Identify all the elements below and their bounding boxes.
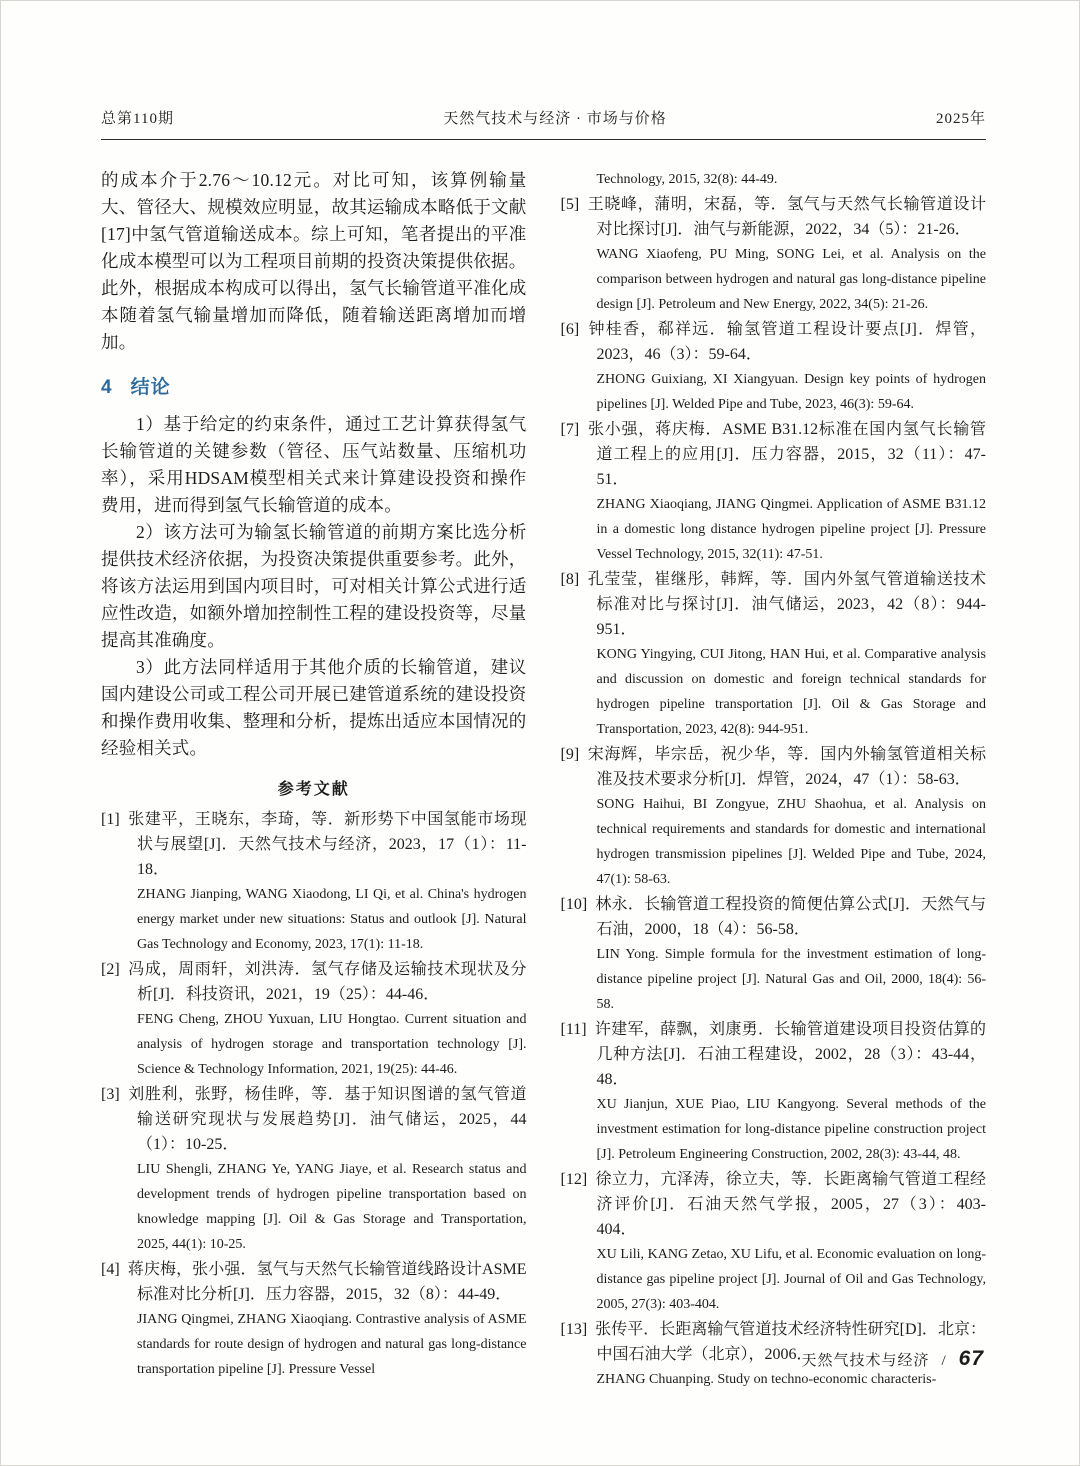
footer-separator: / — [941, 1353, 947, 1369]
publication-year: 2025年 — [935, 111, 986, 127]
reference-chinese — [561, 317, 987, 367]
reference-item — [561, 567, 987, 742]
reference-chinese-text: 王晓峰，蒲明，宋磊，等．氢气与天然气长输管道设计对比探讨[J]．油气与新能源，2022，34（5）：21-26． — [587, 196, 986, 238]
references-right — [561, 192, 987, 1392]
reference-chinese-text: 许建军，薛飘，刘康勇．长输管道建设项目投资估算的几种方法[J]．石油工程建设，2002，28（3）：43-44，48． — [594, 1021, 986, 1088]
reference-chinese-text: 冯成，周雨轩，刘洪涛．氢气存储及运输技术现状及分析[J]．科技资讯，2021，19（25）：44-46． — [127, 961, 527, 1003]
reference-item — [561, 192, 987, 317]
reference-chinese — [101, 1257, 527, 1307]
reference-chinese-text: 张小强，蒋庆梅．ASME B31.12标准在国内氢气长输管道工程上的应用[J]．压力容器，2015，32（11）：47-51． — [587, 421, 986, 488]
reference-item — [561, 892, 987, 1017]
reference-chinese — [101, 1082, 527, 1157]
reference-chinese-text: 刘胜利，张野，杨佳晔，等．基于知识图谱的氢气管道输送研究现状与发展趋势[J]．油气储运，2025，44（1）：10-25． — [127, 1086, 527, 1153]
reference-item — [561, 1017, 987, 1167]
reference-english: XU Jianjun, XUE Piao, LIU Kangyong. Several methods of the investment estimation for long-distance pipeline construction project [J]. Petroleum Engineering Construction, 2002, 28(3): 43-44, 48. — [596, 1097, 986, 1162]
reference-english: LIU Shengli, ZHANG Ye, YANG Jiaye, et al. Research status and development trends of hydrogen pipeline transportation based on knowledge mapping [J]. Oil & Gas Storage and Transportation, 2025, 44(1): 10-25. — [137, 1162, 527, 1252]
page-footer — [801, 1347, 984, 1371]
reference-english: KONG Yingying, CUI Jitong, HAN Hui, et al. Comparative analysis and discussion on domestic and foreign technical standards for hydrogen pipeline transportation [J]. Oil & Gas Storage and Transportation, 2023, 42(8): 944-951. — [596, 647, 986, 737]
intro-paragraph: 的成本介于2.76～10.12元。对比可知，该算例输量大、管径大、规模效应明显，故其运输成本略低于文献[17]中氢气管道输送成本。综上可知，笔者提出的平准化成本模型可以为工程项目前期的投资决策提供依据。此外，根据成本构成可以得出，氢气长输管道平准化成本随着氢气输量增加而降低，随着输送距离增加而增加。 — [101, 170, 527, 352]
right-column — [561, 167, 987, 1392]
reference-label: [3] — [101, 1086, 120, 1103]
reference-label: [9] — [560, 746, 580, 763]
reference-english: XU Lili, KANG Zetao, XU Lifu, et al. Economic evaluation on long-distance gas pipeline project [J]. Journal of Oil and Gas Technology, 2005, 27(3): 403-404. — [596, 1247, 986, 1312]
reference-label: [2] — [101, 961, 120, 978]
reference-label: [7] — [560, 421, 580, 438]
two-column-body — [101, 167, 986, 1392]
conclusion-paragraph: 3）此方法同样适用于其他介质的长输管道，建议国内建设公司或工程公司开展已建管道系统的建设投资和操作费用收集、整理和分析，提炼出适应本国情况的经验相关式。 — [101, 657, 527, 758]
journal-section-title: 天然气技术与经济 · 市场与价格 — [443, 111, 667, 127]
reference-chinese — [561, 1167, 987, 1242]
reference-continuation: Technology, 2015, 32(8): 44-49. — [596, 172, 778, 187]
section-number: 4 — [101, 377, 113, 398]
reference-chinese-text: 蒋庆梅，张小强．氢气与天然气长输管道线路设计ASME标准对比分析[J]．压力容器，2015，32（8）：44-49． — [127, 1261, 527, 1303]
reference-label: [10] — [560, 896, 588, 913]
reference-english: LIN Yong. Simple formula for the investment estimation of long-distance pipeline project [J]. Natural Gas and Oil, 2000, 18(4): 56-58. — [596, 947, 986, 1012]
reference-chinese-text: 徐立力，亢泽涛，徐立夫，等．长距离输气管道工程经济评价[J]．石油天然气学报，2005，27（3）：403-404． — [595, 1171, 986, 1238]
reference-english: JIANG Qingmei, ZHANG Xiaoqiang. Contrastive analysis of ASME standards for route design of hydrogen and natural gas long-distance transportation pipeline [J]. Pressure Vessel — [137, 1312, 527, 1377]
reference-chinese — [561, 567, 987, 642]
reference-item — [561, 742, 987, 892]
reference-chinese-text: 林永．长输管道工程投资的简便估算公式[J]．天然气与石油，2000，18（4）：56-58． — [595, 896, 986, 938]
reference-label: [4] — [101, 1261, 120, 1278]
reference-chinese-text: 钟桂香，郗祥远．输氢管道工程设计要点[J]．焊管，2023，46（3）：59-64． — [587, 321, 986, 363]
reference-chinese — [101, 807, 527, 882]
issue-number: 总第110期 — [101, 111, 174, 127]
reference-chinese-text: 张传平．长距离输气管道技术经济特性研究[D]．北京：中国石油大学（北京），2006． — [595, 1321, 986, 1363]
reference-item — [101, 1082, 527, 1257]
conclusions-block — [101, 411, 527, 762]
section-heading — [101, 372, 527, 399]
reference-label: [6] — [560, 321, 580, 338]
reference-item — [561, 1167, 987, 1317]
reference-chinese — [561, 1017, 987, 1092]
reference-item — [561, 317, 987, 417]
references-left — [101, 807, 527, 1382]
reference-english: SONG Haihui, BI Zongyue, ZHU Shaohua, et al. Analysis on technical requirements and standards for domestic and international hydrogen transmission pipelines [J]. Welded Pipe and Tube, 2024, 47(1): 58-63. — [596, 797, 986, 887]
reference-english: ZHANG Xiaoqiang, JIANG Qingmei. Application of ASME B31.12 in a domestic long distance hydrogen pipeline project [J]. Pressure Vessel Technology, 2015, 32(11): 47-51. — [596, 497, 986, 562]
footer-journal-name: 天然气技术与经济 — [801, 1353, 930, 1369]
reference-item — [561, 417, 987, 567]
reference-english: ZHANG Chuanping. Study on techno-economic characteris- — [596, 1372, 937, 1387]
reference-chinese — [561, 417, 987, 492]
reference-chinese-text: 孔莹莹，崔继彤，韩辉，等．国内外氢气管道输送技术标准对比与探讨[J]．油气储运，2023，42（8）：944-951． — [587, 571, 986, 638]
reference-chinese — [561, 892, 987, 942]
reference-chinese — [101, 957, 527, 1007]
reference-label: [11] — [560, 1021, 587, 1038]
reference-chinese — [561, 742, 987, 792]
page-header — [101, 107, 986, 128]
reference-label: [13] — [560, 1321, 588, 1338]
reference-chinese-text: 宋海辉，毕宗岳，祝少华，等．国内外输氢管道相关标准及技术要求分析[J]．焊管，2024，47（1）：58-63． — [587, 746, 986, 788]
reference-item — [101, 1257, 527, 1382]
reference-label: [12] — [560, 1171, 588, 1188]
reference-chinese — [561, 192, 987, 242]
conclusion-paragraph: 2）该方法可为输氢长输管道的前期方案比选分析提供技术经济依据，为投资决策提供重要参考。此外，将该方法运用到国内项目时，可对相关计算公式进行适应性改造，如额外增加控制性工程的建设投资等，尽量提高其准确度。 — [101, 522, 527, 650]
conclusion-paragraph: 1）基于给定的约束条件，通过工艺计算获得氢气长输管道的关键参数（管径、压气站数量、压缩机功率），采用HDSAM模型相关式来计算建设投资和操作费用，进而得到氢气长输管道的成本。 — [101, 414, 527, 515]
references-title: 参考文献 — [277, 781, 350, 798]
reference-english: ZHANG Jianping, WANG Xiaodong, LI Qi, et al. China's hydrogen energy market under new situations: Status and outlook [J]. Natural Gas Technology and Economy, 2023, 17(1): 11-18. — [137, 887, 527, 952]
reference-chinese-text: 张建平，王晓东，李琦，等．新形势下中国氢能市场现状与展望[J]．天然气技术与经济，2023，17（1）：11-18． — [127, 811, 527, 878]
reference-english: FENG Cheng, ZHOU Yuxuan, LIU Hongtao. Current situation and analysis of hydrogen storage and transportation technology [J]. Science & Technology Information, 2021, 19(25): 44-46. — [137, 1012, 527, 1077]
reference-label: [8] — [560, 571, 580, 588]
left-column — [101, 167, 527, 1392]
section-title: 结论 — [130, 377, 171, 398]
reference-label: [5] — [560, 196, 580, 213]
reference-item — [101, 807, 527, 957]
reference-item — [101, 957, 527, 1082]
reference-english: WANG Xiaofeng, PU Ming, SONG Lei, et al. Analysis on the comparison between hydrogen and natural gas long-distance pipeline design [J]. Petroleum and New Energy, 2022, 34(5): 21-26. — [596, 247, 986, 312]
reference-label: [1] — [101, 811, 120, 828]
footer-page-number: 67 — [958, 1347, 984, 1370]
header-divider — [101, 139, 986, 140]
reference-english: ZHONG Guixiang, XI Xiangyuan. Design key points of hydrogen pipelines [J]. Welded Pipe and Tube, 2023, 46(3): 59-64. — [596, 372, 986, 412]
